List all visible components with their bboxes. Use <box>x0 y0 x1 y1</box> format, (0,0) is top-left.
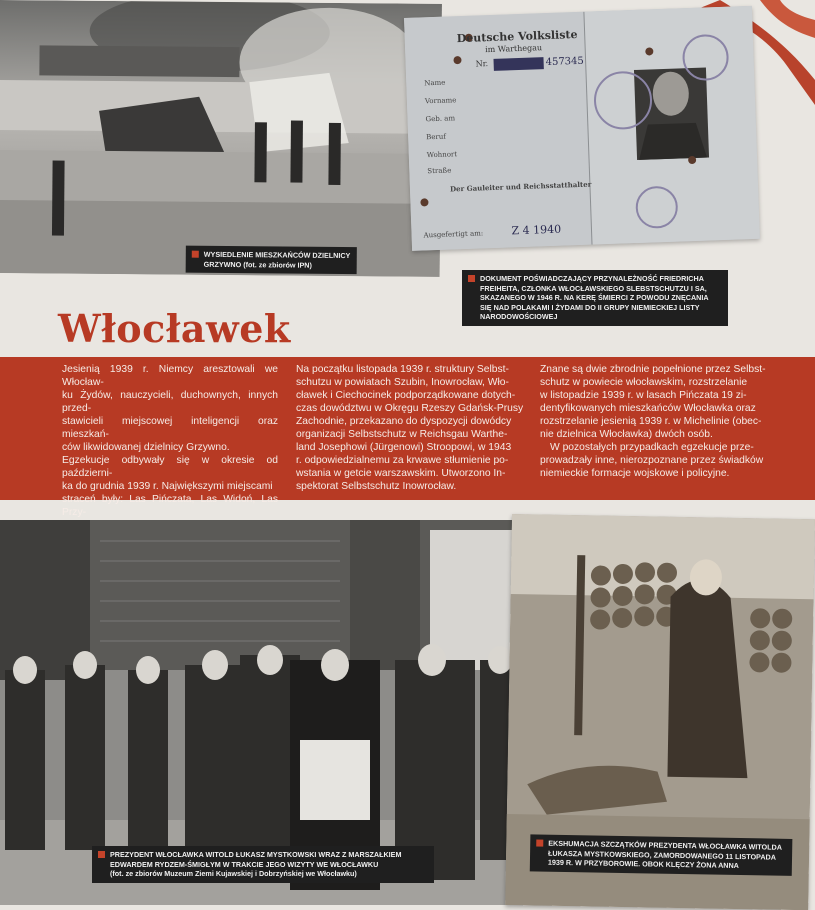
exhumation-caption-line: 1939 R. W PRZYBOROWIE. OBOK KLĘCZY ŻONA ANNA <box>547 857 739 871</box>
volksliste-header-line2: im Warthegau <box>484 43 543 55</box>
column-1-line: stawicieli miejscowej inteligencji oraz mieszkań- <box>62 416 278 440</box>
volksliste-field-strasse: Straße <box>427 166 452 176</box>
president-caption-line2: EDWARDEM RYDZEM-ŚMIGŁYM W TRAKCIE JEGO WIZYTY WE WŁOCŁAWKU <box>110 859 379 869</box>
column-2-line: cławek i Ciechocinek podporządkowane dotych- <box>296 390 516 401</box>
column-2-line: Zachodnie, przekazano do dyspozycji dowódcy <box>296 416 512 427</box>
president-caption-line3: (fot. ze zbiorów Muzeum Ziemi Kujawskiej i Dobrzyńskiej we Włocławku) <box>110 869 357 878</box>
volksliste-document <box>404 6 760 251</box>
column-3-line: Znane są dwie zbrodnie popełnione przez Selbst- <box>540 364 766 375</box>
volksliste-field-beruf: Beruf <box>426 132 447 142</box>
president-caption-line1: PREZYDENT WŁOCŁAWKA WITOLD ŁUKASZ MYSTKOWSKI WRAZ Z MARSZAŁKIEM <box>110 850 402 859</box>
text-column-2 <box>296 363 524 493</box>
caption-marker <box>536 839 543 846</box>
text-column-3 <box>540 363 774 480</box>
volksliste-number: 457345 <box>545 55 584 69</box>
volksliste-number-prefix: Nr. <box>475 59 489 69</box>
volksliste-field-vorname: Vorname <box>424 96 457 106</box>
column-1-line: ku Żydów, nauczycieli, duchownych, innych przed- <box>62 390 278 414</box>
volksliste-issued: Ausgefertigt am: <box>423 229 484 240</box>
exhumation-caption-line: EKSHUMACJA SZCZĄTKÓW PREZYDENTA WŁOCŁAWKA WITOLDA <box>548 838 783 852</box>
column-2-line: r. odpowiedzialnemu za krwawe stłumienie po- <box>296 455 509 466</box>
column-3-line: nie dzielnica Włocławka) dwóch osób. <box>540 429 713 440</box>
exhumation-caption-line: ŁUKASZA MYSTKOWSKIEGO, ZAMORDOWANEGO 11 LISTOPADA <box>548 848 777 862</box>
president-caption <box>92 846 434 883</box>
volksliste-date: Z 4 1940 <box>511 222 562 238</box>
exhumation-caption <box>530 834 793 875</box>
column-3-line: niemieckie formacje wojskowe i policyjne. <box>540 468 730 479</box>
column-3-line: prowadzały inne, nierozpoznane przez świadków <box>540 455 764 466</box>
column-3-line: schutz w powiecie włocławskim, rozstrzelanie <box>540 377 748 388</box>
text-band <box>0 357 815 518</box>
volksliste-caption <box>462 270 728 326</box>
column-3-line: dentyfikowanych mieszkańców Włocławka oraz <box>540 403 756 414</box>
page-title: Włocławek <box>58 306 291 351</box>
caption-marker <box>98 851 105 858</box>
column-2-line: land Josephowi (Jürgenowi) Stroopowi, w 1943 <box>296 442 512 453</box>
column-2-line: Na początku listopada 1939 r. struktury Selbst- <box>296 364 509 375</box>
volksliste-field-name: Name <box>424 78 446 88</box>
volksliste-caption-line: FREIHEITA, CZŁONKA WŁOCŁAWSKIEGO SLEBSTSCHUTZU I SA, <box>480 283 707 293</box>
volksliste-header-line1: Deutsche Volksliste <box>456 27 578 46</box>
president-visit-photo <box>0 520 538 905</box>
column-1-line: straceń były: Las Pińczata, Las Widoń, Las Przy- <box>62 494 278 518</box>
expulsion-photo <box>0 0 442 277</box>
caption-marker <box>468 275 475 282</box>
column-3-line: w listopadzie 1939 r. w lasach Pińczata 19 zi- <box>540 390 747 401</box>
column-2-line: czas dowództwu w Okręgu Rzeszy Gdańsk-Prusy <box>296 403 524 414</box>
column-2-line: spektorat Selbstschutz Inowrocław. <box>296 481 457 492</box>
column-3-line: W pozostałych przypadkach egzekucje prze- <box>550 442 754 453</box>
volksliste-caption-line: SIĘ NAD POLAKAMI I ŻYDAMI DO II GRUPY NIEMIECKIEJ LISTY <box>480 302 700 312</box>
expulsion-caption-line2: GRZYWNO (fot. ze zbiorów IPN) <box>203 259 312 270</box>
column-2-line: wstania w getcie warszawskim. Utworzono In- <box>296 468 506 479</box>
column-1-line: Jesienią 1939 r. Niemcy aresztowali we Włocław- <box>62 364 278 388</box>
column-1-line: ców likwidowanej dzielnicy Grzywno. <box>62 442 230 453</box>
column-1-line: ka do grudnia 1939 r. Największymi miejscami <box>62 481 273 492</box>
column-1-line: Egzekucje odbywały się w okresie od październi- <box>62 455 278 479</box>
exhumation-photo <box>505 514 815 910</box>
volksliste-caption-line: DOKUMENT POŚWIADCZAJĄCY PRZYNALEŻNOŚĆ FRIEDRICHA <box>480 274 704 283</box>
expulsion-caption-line1: WYSIEDLENIE MIESZKAŃCÓW DZIELNICY <box>203 249 351 261</box>
volksliste-caption-line: SKAZANEGO W 1946 R. NA KERĘ ŚMIERCI Z POWODU ZNĘCANIA <box>480 293 709 302</box>
column-3-line: rozstrzelanie jesienią 1939 r. w Michelinie (obec- <box>540 416 762 427</box>
volksliste-footer: Der Gauleiter und Reichsstatthalter <box>449 179 592 194</box>
expulsion-caption <box>186 246 357 274</box>
volksliste-field-geb: Geb. am <box>425 114 456 124</box>
volksliste-caption-line: NARODOWOŚCIOWEJ <box>480 312 558 321</box>
caption-marker <box>192 251 199 258</box>
column-2-line: schutzu w powiatach Szubin, Inowrocław, Wło- <box>296 377 509 388</box>
volksliste-field-wohnort: Wohnort <box>426 150 458 160</box>
column-2-line: organizacji Selbstschutz w Reichsgau Warthe- <box>296 429 508 440</box>
